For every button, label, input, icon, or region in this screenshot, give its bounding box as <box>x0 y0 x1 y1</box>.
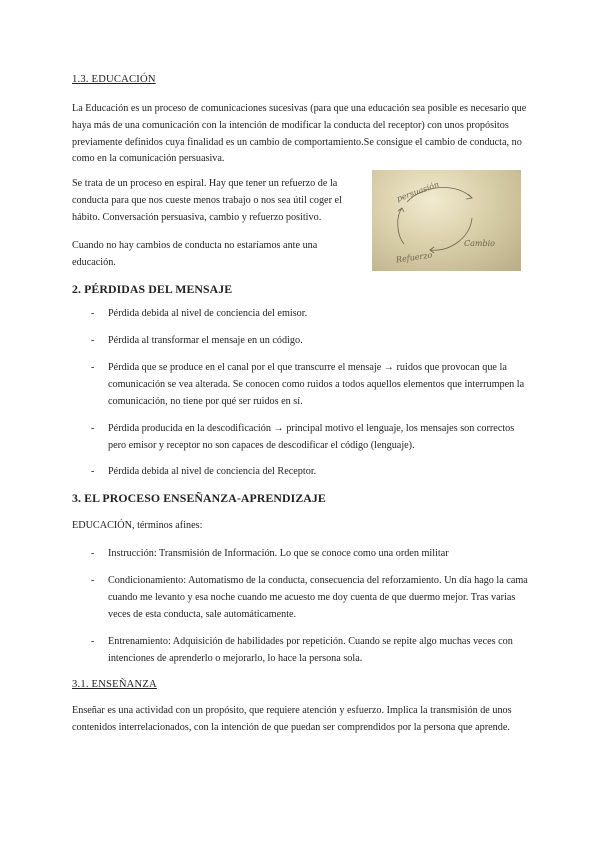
bullet-marker: - <box>91 575 95 586</box>
paragraph-no-cambios: Cuando no hay cambios de conducta no estaríamos ante una educación. <box>72 240 318 268</box>
section-title-3-1: 3.1. ENSEÑANZA <box>72 679 157 690</box>
list-item-text: Pérdida que se produce en el canal por el que transcurre el mensaje → ruidos que provocan que la comunicación se vea alterada. Se conocen como ruidos a todos aquellos elementos que interrumpen la comunicación, no tiene por qué ser ruidos en sí. <box>108 362 525 407</box>
list-item-text: Condicionamiento: Automatismo de la conducta, consecuencia del reforzamiento. Un día hago la cama cuando me levanto y esa noche cuando me acuesto me doy cuenta de que duermo mejor. Tras varias veces de esta conducta, sale automáticamente. <box>108 575 528 620</box>
paragraph-educacion-definition: La Educación es un proceso de comunicaciones sucesivas (para que una educación sea posible es necesario que haya más de una comunicación con la intención de modificar la conducta del receptor) con unos propósitos previamente definidos cuya finalidad es un cambio de comportamiento.Se consigue el cambio de conducta, no como en la comunicación persuasiva. <box>72 103 527 165</box>
figure-label-refuerzo: Refuerzo <box>395 250 433 265</box>
paragraph-espiral: Se trata de un proceso en espiral. Hay que tener un refuerzo de la conducta para que nos cueste menos trabajo o nos sea útil coger el hábito. Conversación persuasiva, cambio y refuerzo positivo. <box>72 178 342 223</box>
bullet-marker: - <box>91 423 95 434</box>
list-item-text: Instrucción: Transmisión de Información. Lo que se conoce como una orden militar <box>108 548 449 559</box>
figure-label-persuasion: persuasión <box>395 179 441 204</box>
list-item-text: Pérdida debida al nivel de conciencia del emisor. <box>108 308 308 319</box>
spiral-diagram-photo <box>372 170 521 271</box>
list-item-text: Pérdida producida en la descodificación → principal motivo el lenguaje, los mensajes son correctos pero emisor y receptor no son capaces de descodificar el código (lenguaje). <box>108 423 515 451</box>
bullet-marker: - <box>91 335 95 346</box>
paragraph-ensenanza: Enseñar es una actividad con un propósito, que requiere atención y esfuerzo. Implica la transmisión de unos contenidos interrelacionados, con la intención de que puedan ser comprendidos por la persona que aprende. <box>72 705 512 733</box>
list-item-text: Entrenamiento: Adquisición de habilidades por repetición. Cuando se repite algo muchas veces con intenciones de aprenderlo o mejorarlo, lo hace la persona sola. <box>108 636 513 664</box>
bullet-marker: - <box>91 362 95 373</box>
figure-label-cambio: Cambio <box>464 239 495 248</box>
bullet-marker: - <box>91 548 95 559</box>
list-item-text: Pérdida al transformar el mensaje en un código. <box>108 335 303 346</box>
bullet-marker: - <box>91 636 95 647</box>
section-title-3: 3. EL PROCESO ENSEÑANZA-APRENDIZAJE <box>72 491 326 505</box>
bullet-marker: - <box>91 466 95 477</box>
section-title-1-3: 1.3. EDUCACIÓN <box>72 74 156 85</box>
section-title-2: 2. PÉRDIDAS DEL MENSAJE <box>72 282 233 296</box>
paragraph-terminos-afines: EDUCACIÓN, términos afines: <box>72 520 203 531</box>
spiral-cycle-drawing <box>372 170 521 271</box>
list-item-text: Pérdida debida al nivel de conciencia del Receptor. <box>108 466 317 477</box>
bullet-marker: - <box>91 308 95 319</box>
